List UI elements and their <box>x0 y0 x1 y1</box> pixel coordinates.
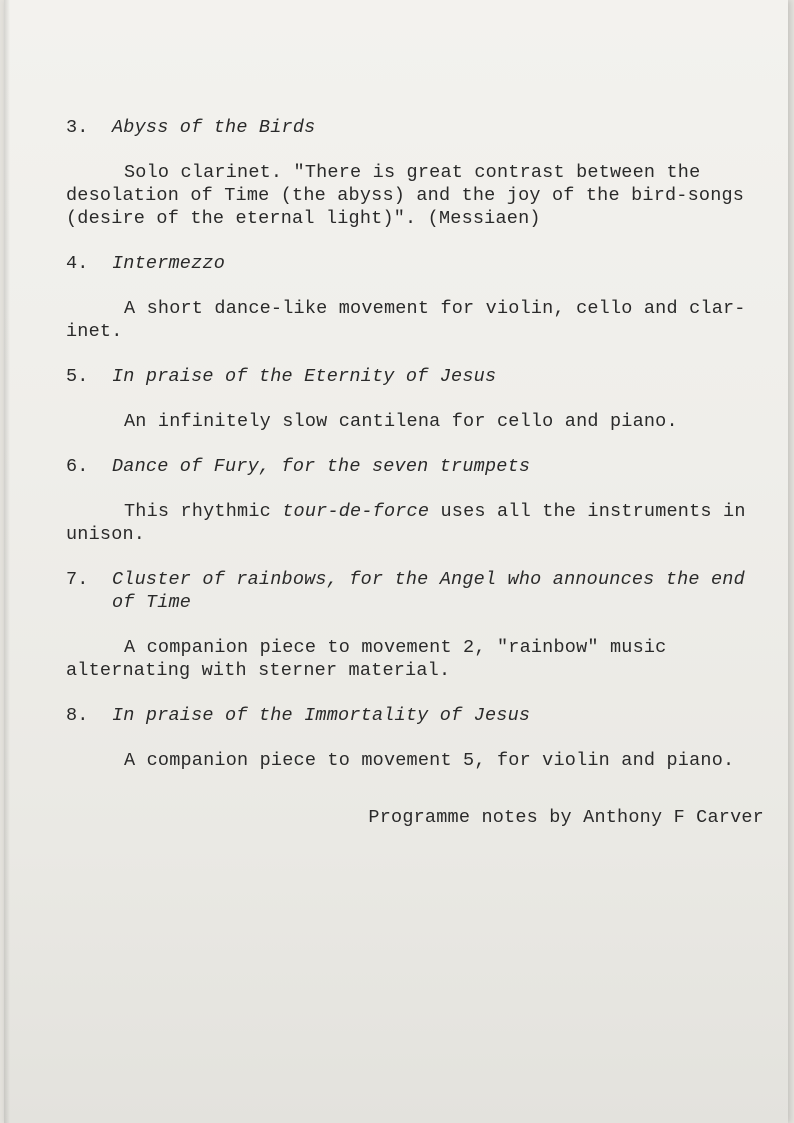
movement-title: Dance of Fury, for the seven trumpets <box>112 456 531 477</box>
movement-number: 4. <box>66 253 89 274</box>
movement-number: 7. <box>66 569 89 590</box>
description-text: This rhythmic <box>124 501 283 522</box>
movement-6-description <box>66 500 766 546</box>
movement-number: 6. <box>66 456 89 477</box>
movement-6-heading <box>66 455 766 478</box>
movement-title: Abyss of the Birds <box>112 117 316 138</box>
page-edge-shadow <box>4 0 10 1123</box>
movement-5-description: An infinitely slow cantilena for cello and piano. <box>124 411 678 432</box>
movement-title: In praise of the Immortality of Jesus <box>112 705 531 726</box>
description-italic-term: tour-de-force <box>282 501 430 522</box>
movement-title: In praise of the Eternity of Jesus <box>112 366 497 387</box>
movement-3-description: Solo clarinet. "There is great contrast between the desolation of Time (the abyss) and the joy of the bird-songs (desire of the eternal light)". (Messiaen) <box>66 162 745 229</box>
movement-title: Cluster of rainbows, for the Angel who announces the end of Time <box>112 569 745 613</box>
movement-8-description: A companion piece to movement 5, for violin and piano. <box>124 750 735 771</box>
movement-number: 8. <box>66 705 89 726</box>
movement-number: 3. <box>66 117 89 138</box>
movement-7-heading <box>66 568 766 614</box>
description-text: uses all the instruments in unison. <box>66 501 746 545</box>
programme-credit: Programme notes by Anthony F Carver <box>368 807 764 828</box>
movement-4-description: A short dance-like movement for violin, cello and clar-inet. <box>66 298 746 342</box>
movement-3-heading <box>66 116 766 139</box>
programme-notes <box>66 116 766 829</box>
movement-5-heading <box>66 365 766 388</box>
movement-4-heading <box>66 252 766 275</box>
movement-number: 5. <box>66 366 89 387</box>
programme-page <box>4 0 788 1123</box>
movement-title: Intermezzo <box>112 253 226 274</box>
movement-8-heading <box>66 704 766 727</box>
movement-7-description: A companion piece to movement 2, "rainbow" music alternating with sterner material. <box>66 637 667 681</box>
